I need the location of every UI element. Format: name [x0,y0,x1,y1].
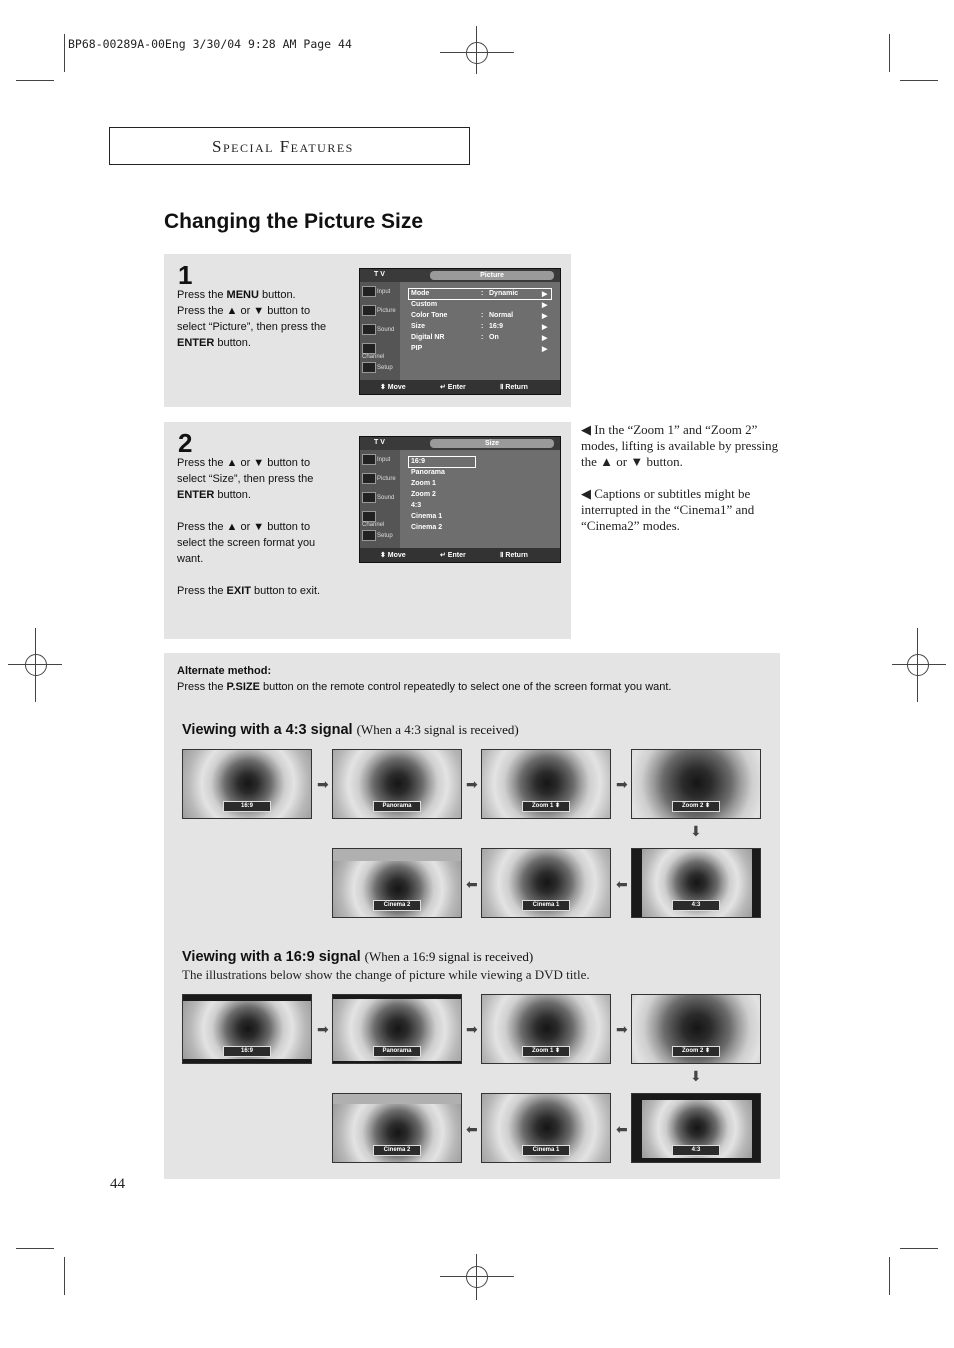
key-name: MENU [226,289,259,301]
instruction-line [177,551,357,567]
letterbox-bar [183,995,312,1001]
registration-line [440,52,514,53]
left-arrow-icon: ⬅ [466,876,478,892]
format-label: 16:9 [223,801,271,812]
osd-move-hint: ⬍ Move [380,384,406,391]
instruction-line [177,335,357,351]
registration-line [35,628,36,702]
instruction-line [177,287,357,303]
osd-item-value: Normal [489,312,514,319]
print-header: BP68-00289A-00Eng 3/30/04 9:28 AM Page 44 [68,37,352,51]
osd-side-item [362,492,398,503]
format-label: Cinema 1 [522,1145,570,1156]
format-label: Cinema 2 [373,900,421,911]
osd-item-arrow: ▶ [542,335,548,342]
osd-item-label: Color Tone [411,312,448,319]
instruction-line [177,471,357,487]
registration-mark [466,42,488,64]
osd-menu-item [411,290,548,298]
registration-line [476,1254,477,1300]
osd-selection-highlight [408,288,552,300]
screen-format-frame [481,848,611,918]
registration-line [476,26,477,74]
format-label: Zoom 1 ⬍ [522,801,570,812]
letterbox-bar [752,1094,761,1163]
registration-line [440,1276,514,1277]
osd-side-item [362,362,398,373]
key-name: EXIT [226,585,251,597]
instruction-text: Press the ▲ or ▼ button to [177,521,311,533]
note-captions-text: ◀ Captions or subtitles might be interrupted in the “Cinema1” and “Cinema2” modes. [581,486,755,533]
osd-side-item [362,511,398,528]
letterbox-bar [183,1059,312,1064]
osd-tv-label: T V [374,439,385,446]
instruction-text: button. [214,337,251,349]
alternate-method-text [177,681,672,693]
osd-side-label: Channel [362,522,385,528]
instruction-text: button. [214,489,251,501]
osd-side-label: Input [377,289,391,296]
letterbox-bar [632,1094,642,1163]
step2-number: 2 [178,428,193,458]
instruction-line [177,303,357,319]
instruction-text: select “Size”, then press the [177,473,314,485]
left-arrow-icon: ⬅ [616,1121,628,1137]
view43-subtitle: (When a 4:3 signal is received) [356,722,519,737]
right-arrow-icon: ➡ [466,776,478,792]
osd-item-label: Zoom 1 [411,480,436,487]
osd-side-icon [362,362,376,373]
left-arrow-icon: ⬅ [616,876,628,892]
osd-side-icon [362,305,376,316]
note-zoom [581,422,781,470]
instruction-line [177,487,357,503]
screen-format-frame [631,994,761,1064]
registration-mark [466,1266,488,1288]
osd-menu-title: Picture [430,271,554,280]
osd-item-arrow: ▶ [542,302,548,309]
osd-item-label: Cinema 2 [411,524,443,531]
letterbox-bar [632,1094,761,1100]
osd-side-icon [362,324,376,335]
osd-side-icon [362,492,376,503]
osd-side-icon [362,511,376,522]
note-zoom-text: ◀ In the “Zoom 1” and “Zoom 2” modes, lifting is available by pressing the ▲ or ▼ button. [581,422,779,469]
picture-menu-osd [359,268,561,395]
osd-return-hint: Ⅱ Return [500,384,528,391]
osd-menu-item [411,301,548,309]
page-number: 44 [110,1176,125,1192]
osd-side-label: Sound [377,327,395,334]
osd-return-hint: Ⅱ Return [500,552,528,559]
letterbox-bar [632,1158,761,1163]
instruction-text: Press the ▲ or ▼ button to [177,457,311,469]
screen-format-frame [481,749,611,819]
osd-menu-item [411,491,436,498]
screen-format-frame [332,848,462,918]
osd-side-icon [362,473,376,484]
screen-format-frame [332,1093,462,1163]
osd-move-hint: ⬍ Move [380,552,406,559]
osd-item-label: Panorama [411,469,445,476]
osd-side-item [362,343,398,360]
instruction-text: Press the [177,585,227,597]
osd-side-item [362,530,398,541]
osd-menu-item [411,334,548,342]
step1-panel [164,254,571,407]
osd-item-value: On [489,334,499,341]
crop-mark [900,1248,938,1249]
screen-format-frame [182,749,312,819]
osd-item-label: Size [411,323,426,330]
right-arrow-icon: ➡ [616,776,628,792]
registration-line [892,664,946,665]
letterbox-bar [333,995,462,999]
osd-menu-title: Size [430,439,554,448]
instruction-text: Press the [177,289,227,301]
osd-top-bar [360,269,560,282]
view43-heading [182,722,519,738]
osd-item-label: Zoom 2 [411,491,436,498]
osd-item-colon: : [481,290,484,297]
instruction-text: button. [258,289,296,301]
letterbox-bar [333,1061,462,1064]
osd-side-item [362,286,398,297]
crop-mark [900,80,938,81]
key-name: ENTER [177,337,215,349]
osd-side-icon [362,343,376,354]
osd-side-label: Setup [377,533,393,540]
right-arrow-icon: ➡ [317,1021,329,1037]
crop-mark [16,80,54,81]
view169-title: Viewing with a 16:9 signal [182,949,361,965]
screen-format-frame [631,749,761,819]
crop-mark [889,1257,890,1295]
instruction-line [177,535,357,551]
osd-side-label: Picture [377,476,396,483]
crop-mark [889,34,890,72]
format-label: Zoom 2 ⬍ [672,1046,720,1057]
alternate-method-title: Alternate method: [177,665,272,677]
osd-side-label: Picture [377,308,396,315]
osd-top-bar [360,437,560,450]
format-label: Cinema 2 [373,1145,421,1156]
osd-item-label: 16:9 [411,458,426,465]
osd-footer [360,380,560,394]
osd-item-label: Cinema 1 [411,513,443,520]
right-arrow-icon: ➡ [466,1021,478,1037]
format-label: Cinema 1 [522,900,570,911]
step1-instructions [177,287,357,351]
osd-item-value: 16:9 [489,323,504,330]
osd-main-list [400,450,560,548]
osd-menu-item [411,480,436,487]
osd-tv-label: T V [374,271,385,278]
instruction-line [177,503,357,519]
instruction-text: select the screen format you [177,537,316,549]
instruction-line [177,319,357,335]
osd-menu-item [411,458,425,465]
osd-sidebar [360,450,400,548]
registration-line [917,628,918,702]
view43-title: Viewing with a 4:3 signal [182,722,353,738]
osd-side-item [362,305,398,316]
osd-side-item [362,324,398,335]
instruction-text: Press the ▲ or ▼ button to [177,305,311,317]
registration-mark [25,654,47,676]
down-arrow-icon: ⬇ [690,1068,702,1084]
osd-main-list [400,282,560,380]
crop-mark [64,1257,65,1295]
screen-format-frame [182,994,312,1064]
crop-mark [64,34,65,72]
instruction-text: button to exit. [250,585,321,597]
screen-format-frame [481,1093,611,1163]
screen-format-frame [631,1093,761,1163]
format-label: Panorama [373,801,421,812]
format-label: Zoom 2 ⬍ [672,801,720,812]
osd-item-arrow: ▶ [542,291,548,298]
crop-mark [16,1248,54,1249]
osd-item-colon: : [481,323,484,330]
osd-item-label: Digital NR [411,334,445,341]
alt-text-pre: Press the [177,681,227,693]
note-captions [581,486,781,534]
down-arrow-icon: ⬇ [690,823,702,839]
size-menu-osd [359,436,561,563]
osd-item-colon: : [481,334,484,341]
step1-number: 1 [178,260,193,290]
osd-enter-hint: ↵ Enter [440,552,466,559]
view169-heading [182,949,533,965]
screen-format-frame [332,994,462,1064]
osd-item-label: Custom [411,301,438,308]
osd-menu-item [411,312,548,320]
instruction-text: select “Picture”, then press the [177,321,327,333]
osd-footer [360,548,560,562]
osd-menu-item [411,502,421,509]
osd-enter-hint: ↵ Enter [440,384,466,391]
osd-item-value: Dynamic [489,290,519,297]
format-label: 16:9 [223,1046,271,1057]
osd-item-colon: : [481,312,484,319]
screen-format-frame [481,994,611,1064]
osd-sidebar [360,282,400,380]
letterbox-bar [752,849,761,918]
step2-panel [164,422,571,639]
instruction-line [177,455,357,471]
osd-menu-item [411,524,442,531]
osd-item-label: 4:3 [411,502,422,509]
left-arrow-icon: ⬅ [466,1121,478,1137]
osd-menu-item [411,513,442,520]
right-arrow-icon: ➡ [616,1021,628,1037]
section-title: Special Features [212,137,354,156]
osd-side-item [362,473,398,484]
alt-text-post: button on the remote control repeatedly to select one of the screen format you want. [259,681,672,693]
osd-menu-item [411,469,445,476]
letterbox-bar [632,849,642,918]
screen-format-frame [631,848,761,918]
osd-side-label: Input [377,457,391,464]
registration-mark [907,654,929,676]
instruction-line [177,567,357,583]
page-title: Changing the Picture Size [164,210,424,233]
format-label: Panorama [373,1046,421,1057]
format-label: 4:3 [672,900,720,911]
view169-description: The illustrations below show the change of picture while viewing a DVD title. [182,967,590,982]
osd-item-label: PIP [411,345,423,352]
psize-key: P.SIZE [226,681,260,693]
osd-item-arrow: ▶ [542,313,548,320]
osd-item-label: Mode [411,290,430,297]
osd-side-label: Channel [362,354,385,360]
screen-format-frame [332,749,462,819]
view169-subtitle: (When a 16:9 signal is received) [364,949,534,964]
osd-side-label: Sound [377,495,395,502]
osd-item-arrow: ▶ [542,324,548,331]
key-name: ENTER [177,489,215,501]
osd-menu-item [411,323,548,331]
instruction-line [177,583,357,599]
format-label: Zoom 1 ⬍ [522,1046,570,1057]
osd-side-icon [362,286,376,297]
osd-side-icon [362,454,376,465]
format-label: 4:3 [672,1145,720,1156]
step2-instructions [177,455,357,599]
osd-side-label: Setup [377,365,393,372]
instruction-text: want. [177,553,204,565]
right-arrow-icon: ➡ [317,776,329,792]
instruction-line [177,519,357,535]
osd-menu-item [411,345,548,353]
osd-side-item [362,454,398,465]
osd-item-arrow: ▶ [542,346,548,353]
osd-side-icon [362,530,376,541]
